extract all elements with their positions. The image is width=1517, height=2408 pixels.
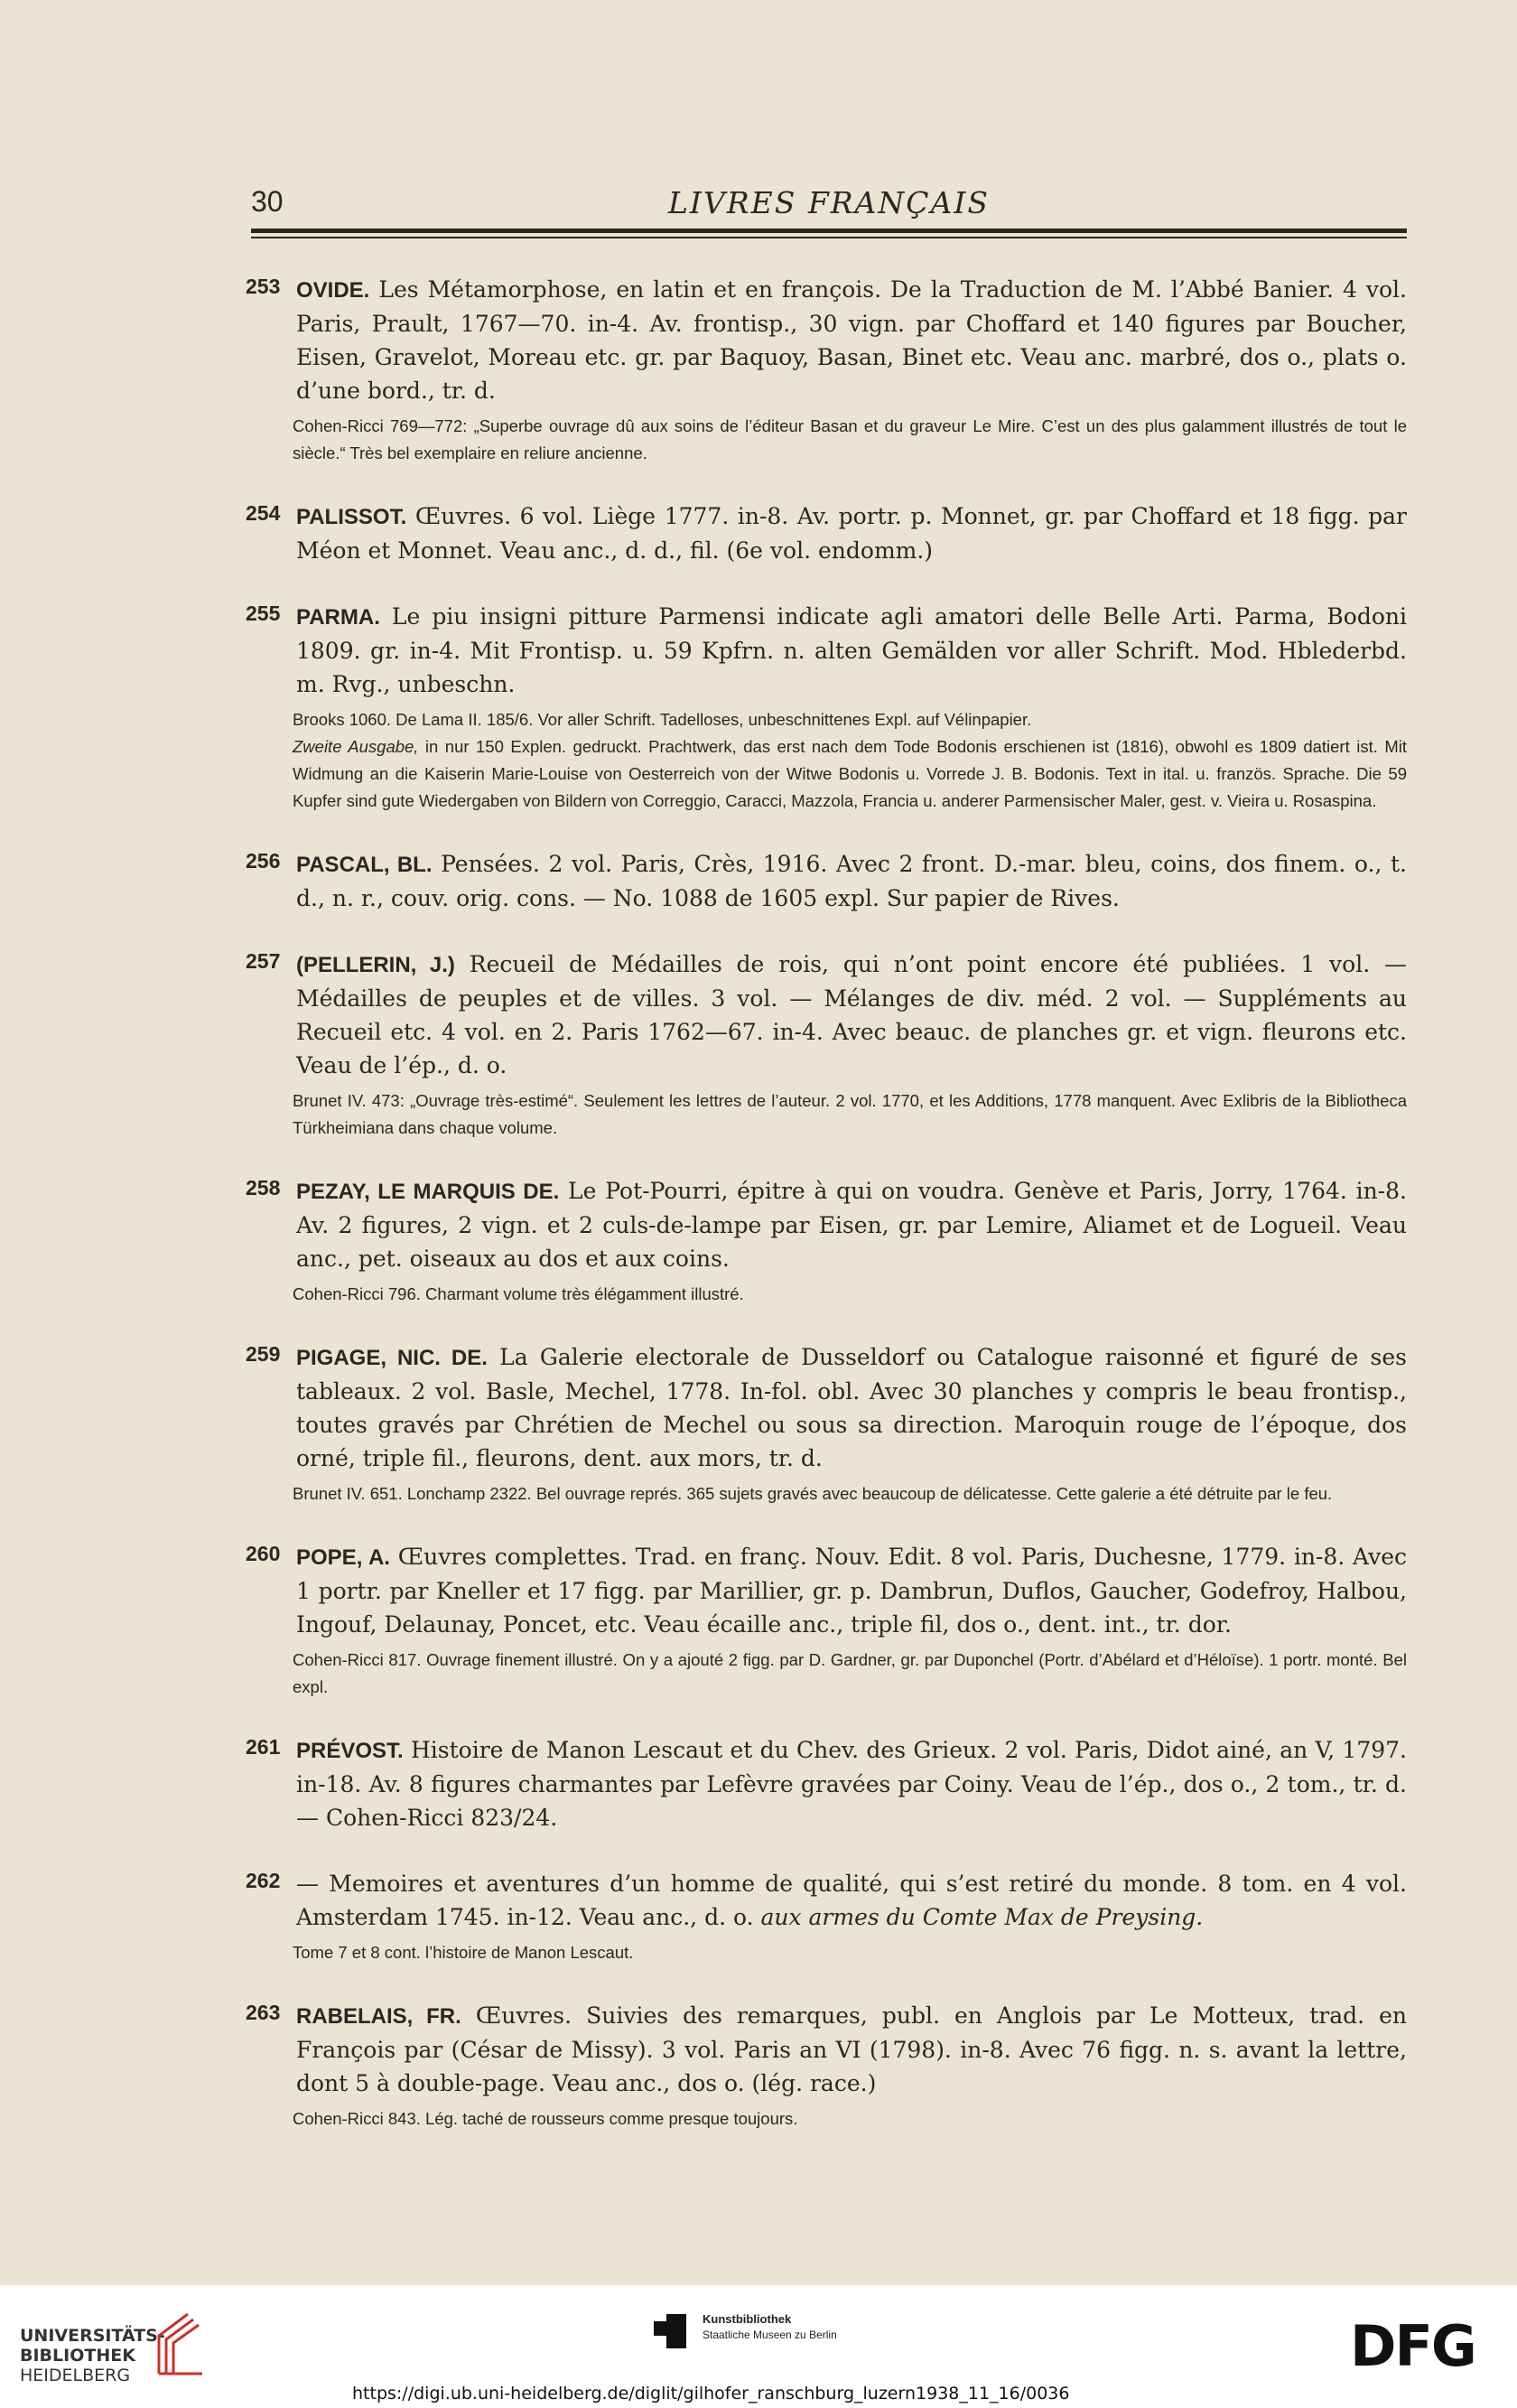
- ub-line-2: BIBLIOTHEK: [20, 2346, 135, 2366]
- catalogue-entry: [246, 273, 1407, 467]
- entry-number: 254: [246, 501, 281, 525]
- entry-number: 262: [246, 1869, 281, 1892]
- entry-number: 253: [246, 275, 281, 298]
- entry-note: Brunet IV. 651. Lonchamp 2322. Bel ouvrage représ. 365 sujets gravés avec beaucoup de délicatesse. Cette galerie a été détruite par le feu.: [293, 1484, 1333, 1503]
- entry-note: Cohen-Ricci 796. Charmant volume très élégamment illustré.: [293, 1284, 744, 1303]
- entry-heading: PALISSOT.: [296, 505, 407, 529]
- entry-note-text: in nur 150 Explen. gedruckt. Prachtwerk, das erst nach dem Tode Bodonis erschienen ist (1816), obwohl es 1809 datiert ist. Mit Widmung an die Kaiserin Marie-Louise von Oesterreich von der Witwe Bodonis u. Vorrede J. B. Bodonis. Text in ital. u. französ. Sprache. Die 59 Kupfer sind gute Wiedergaben von Bildern von Correggio, Caracci, Mazzola, Francia u. anderer Parmensischer Maler, gest. v. Vieira u. Rosaspina.: [293, 737, 1407, 810]
- entry-heading: PRÉVOST.: [296, 1739, 404, 1763]
- entry-note: Tome 7 et 8 cont. l’histoire de Manon Lescaut.: [293, 1943, 634, 1962]
- entry-heading: (PELLERIN, J.): [296, 953, 455, 977]
- entry-note: Brunet IV. 473: „Ouvrage très-estimé“. Seulement les lettres de l’auteur. 2 vol. 1770, et les Additions, 1778 manquent. Avec Exlibris de la Bibliotheca Türkheimiana dans chaque volume.: [293, 1091, 1407, 1137]
- page-number: 30: [251, 185, 284, 218]
- entry-number: 263: [246, 2001, 281, 2024]
- entry-text: Pensées. 2 vol. Paris, Crès, 1916. Avec 2 front. D.-mar. bleu, coins, dos finem. o., t. d., n. r., couv. orig. cons. — No. 1088 de 1605 expl. Sur papier de Rives.: [296, 851, 1407, 911]
- entry-text: Le Pot-Pourri, épitre à qui on voudra. Genève et Paris, Jorry, 1764. in-8. Av. 2 figures, 2 vign. et 2 culs-de-lampe par Eisen, gr. par Lemire, Aliamet et de Logueil. Veau anc., pet. oiseaux au dos et aux coins.: [296, 1178, 1407, 1272]
- dfg-logo[interactable]: DFG: [1350, 2313, 1475, 2379]
- entry-number: 255: [246, 602, 281, 625]
- entry-number: 261: [246, 1735, 281, 1759]
- catalogue-entry: [246, 947, 1407, 1142]
- permalink-url[interactable]: https://digi.ub.uni-heidelberg.de/diglit/gilhofer_ranschburg_luzern1938_11_16/0036: [352, 2384, 1070, 2403]
- entry-text: Œuvres. 6 vol. Liège 1777. in-8. Av. portr. p. Monnet, gr. par Choffard et 18 figg. par Méon et Monnet. Veau anc., d. d., fil. (6e vol. endomm.): [296, 503, 1408, 564]
- ub-heidelberg-logo-icon[interactable]: [152, 2310, 209, 2377]
- entry-text: Recueil de Médailles de rois, qui n’ont point encore été publiées. 1 vol. — Médailles de peuples et de villes. 3 vol. — Mélanges de div. méd. 2 vol. — Suppléments au Recueil etc. 4 vol. en 2. Paris 1762—67. in-4. Avec beauc. de planches gr. et vign. fleurons etc. Veau de l’ép., d. o.: [296, 951, 1407, 1078]
- catalogue-entry: [246, 1733, 1407, 1834]
- running-title: LIVRES FRANÇAIS: [668, 185, 990, 220]
- header-rule-thin: [251, 237, 1407, 238]
- entry-heading: PEZAY, LE MARQUIS DE.: [296, 1180, 560, 1204]
- kunstbibliothek-label[interactable]: [703, 2311, 837, 2343]
- entry-text: Histoire de Manon Lescaut et du Chev. des Grieux. 2 vol. Paris, Didot ainé, an V, 1797. in-18. Av. 8 figures charmantes par Lefèvre gravées par Coiny. Veau de l’ép., dos o., 2 tom., tr. d. — Cohen-Ricci 823/24.: [296, 1737, 1407, 1831]
- entry-heading: PIGAGE, NIC. DE.: [296, 1346, 488, 1370]
- page-header: [251, 185, 1407, 230]
- entry-note-continued: [293, 733, 1407, 815]
- entry-note: Cohen-Ricci 843. Lég. taché de rousseurs comme presque toujours.: [293, 2109, 798, 2128]
- catalogue-entry: [246, 499, 1407, 567]
- entry-heading: PASCAL, BL.: [296, 853, 433, 877]
- entry-number: 259: [246, 1342, 281, 1366]
- entry-note: Cohen-Ricci 817. Ouvrage finement illustré. On y a ajouté 2 figg. par D. Gardner, gr. par Duponchel (Portr. d’Abélard et d’Héloïse). 1 portr. monté. Bel expl.: [293, 1650, 1407, 1696]
- catalogue-entries: [246, 273, 1407, 2165]
- header-rule-thick: [251, 229, 1407, 233]
- entry-heading: RABELAIS, FR.: [296, 2004, 461, 2029]
- entry-note-italic: Zweite Ausgabe,: [293, 737, 419, 756]
- entry-number: 260: [246, 1542, 281, 1565]
- entry-text: Les Métamorphose, en latin et en françois. De la Traduction de M. l’Abbé Banier. 4 vol. Paris, Prault, 1767—70. in-4. Av. frontisp., 30 vign. par Choffard et 140 figures par Boucher, Eisen, Gravelot, Moreau etc. gr. par Baquoy, Basan, Binet etc. Veau anc. marbré, dos o., plats o. d’une bord., tr. d.: [296, 276, 1407, 404]
- entry-number: 258: [246, 1176, 281, 1199]
- ub-line-3: HEIDELBERG: [20, 2366, 131, 2385]
- catalogue-entry: [246, 1174, 1407, 1308]
- entry-number: 257: [246, 949, 281, 973]
- entry-heading: POPE, A.: [296, 1545, 390, 1570]
- catalogue-entry: [246, 1999, 1407, 2133]
- catalogue-entry: [246, 847, 1407, 915]
- catalogue-entry: [246, 1340, 1407, 1507]
- kb-line-2: Staatliche Museen zu Berlin: [703, 2329, 837, 2341]
- entry-heading: PARMA.: [296, 605, 380, 630]
- entry-text: Œuvres complettes. Trad. en franç. Nouv. Edit. 8 vol. Paris, Duchesne, 1779. in-8. Avec 1 portr. par Kneller et 17 figg. par Marillier, gr. p. Dambrun, Duflos, Gaucher, Godefroy, Halbou, Ingouf, Delaunay, Poncet, etc. Veau écaille anc., triple fil, dos o., dent. int., tr. dor.: [296, 1544, 1408, 1638]
- catalogue-entry: [246, 1867, 1407, 1966]
- kunstbibliothek-logo-icon[interactable]: [648, 2312, 693, 2357]
- entry-text: Le piu insigni pitture Parmensi indicate agli amatori delle Belle Arti. Parma, Bodoni 1809. gr. in-4. Mit Frontisp. u. 59 Kpfrn. n. alten Gemälden vor aller Schrift. Mod. Hblederbd. m. Rvg., unbeschn.: [296, 603, 1407, 697]
- entry-note: Cohen-Ricci 769—772: „Superbe ouvrage dû aux soins de l’éditeur Basan et du graveur Le Mire. C’est un des plus galamment illustrés de tout le siècle.“ Très bel exemplaire en reliure ancienne.: [293, 416, 1407, 462]
- ub-line-1: UNIVERSITÄTS-: [20, 2326, 165, 2346]
- ub-heidelberg-label[interactable]: [20, 2326, 165, 2385]
- catalogue-entry: [246, 1540, 1407, 1701]
- entry-heading: OVIDE.: [296, 278, 370, 303]
- entry-note: Brooks 1060. De Lama II. 185/6. Vor aller Schrift. Tadelloses, unbeschnittenes Expl. auf Vélinpapier.: [293, 710, 1032, 729]
- catalogue-entry: [246, 600, 1407, 815]
- kb-line-1: Kunstbibliothek: [703, 2312, 792, 2326]
- entry-text-italic: aux armes du Comte Max de Preysing.: [760, 1904, 1204, 1930]
- entry-text: Œuvres. Suivies des remarques, publ. en Anglois par Le Motteux, trad. en François par (César de Missy). 3 vol. Paris an VI (1798). in-8. Avec 76 figg. n. s. avant la lettre, dont 5 à double-page. Veau anc., dos o. (lég. race.): [296, 2002, 1408, 2096]
- entry-text: La Galerie electorale de Dusseldorf ou Catalogue raisonné et figuré de ses tableaux. 2 vol. Basle, Mechel, 1778. In-fol. obl. Avec 30 planches y compris le beau frontisp., toutes gravés par Chrétien de Mechel ou sous sa direction. Maroquin rouge de l’époque, dos orné, triple fil., fleurons, dent. aux mors, tr. d.: [296, 1344, 1407, 1471]
- entry-number: 256: [246, 849, 281, 873]
- entry-text: — Memoires et aventures d’un homme de qualité, qui s’est retiré du monde. 8 tom. en 4 vol. Amsterdam 1745. in-12. Veau anc., d. o.: [296, 1871, 1407, 1930]
